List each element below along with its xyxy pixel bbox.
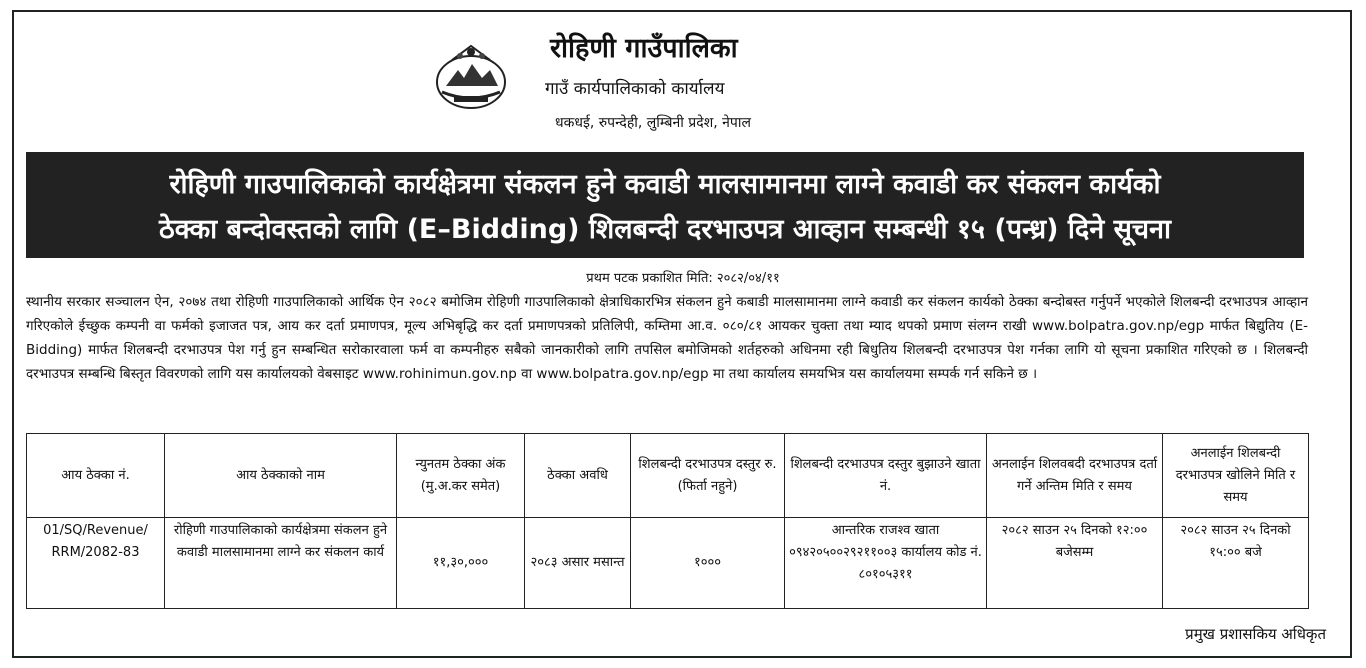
- table-cell: २०८२ साउन २५ दिनको १५:०० बजे: [1163, 518, 1309, 609]
- publish-date: प्रथम पटक प्रकाशित मिति: २०८२/०४/११: [586, 271, 780, 286]
- table-header: आय ठेक्का नं.: [27, 434, 165, 518]
- table-cell: आन्तरिक राजश्व खाता ०९४२०५००२९२११००३ कार्यालय कोड नं. ८०१०५३११: [785, 518, 987, 609]
- table-header: अनलाईन शिलवबदी दरभाउपत्र दर्ता गर्ने अन्तिम मिति र समय: [987, 434, 1163, 518]
- table-header: आय ठेक्काको नाम: [165, 434, 397, 518]
- table-header: अनलाईन शिलबन्दी दरभाउपत्र खोलिने मिति र समय: [1163, 434, 1309, 518]
- office-name: गाउँ कार्यपालिकाको कार्यालय: [545, 79, 725, 99]
- table-cell: १०००: [631, 518, 785, 609]
- address: धकधई, रुपन्देही, लुम्बिनी प्रदेश, नेपाल: [555, 115, 751, 131]
- org-name: रोहिणी गाउँपालिका: [550, 33, 738, 64]
- signature-title: प्रमुख प्रशासकिय अधिकृत: [1185, 625, 1326, 643]
- table-header: शिलबन्दी दरभाउपत्र दस्तुर रु. (फिर्ता नहुने): [631, 434, 785, 518]
- table-cell: २०८२ साउन २५ दिनको १२:०० बजेसम्म: [987, 518, 1163, 609]
- title-banner: [26, 152, 1304, 258]
- table-header-row: [27, 434, 1309, 518]
- title-line-2: ठेक्का बन्दोवस्तको लागि (E–Bidding) शिलबन्दी दरभाउपत्र आव्हान सम्बन्धी १५ (पन्ध्र) दिने सूचना: [159, 214, 1171, 245]
- contract-table: [26, 433, 1309, 609]
- table-header: ठेक्का अवधि: [525, 434, 631, 518]
- government-emblem-icon: [432, 40, 510, 112]
- notice-body: स्थानीय सरकार सञ्चालन ऐन, २०७४ तथा रोहिणी गाउपालिकाको आर्थिक ऐन २०८२ बमोजिम रोहिणी गाउपालिकाको क्षेत्राधिकारभित्र संकलन हुने कबाडी मालसामानमा लाग्ने कवाडी कर संकलन कार्यको ठेक्का बन्दोबस्त गर्नुपर्ने भएकोले शिलबन्दी दरभाउपत्र आव्हान गरिएकोले ईच्छुक कम्पनी वा फर्मको इजाजत पत्र, आय कर दर्ता प्रमाणपत्र, मूल्य अभिबृद्धि कर दर्ता प्रमाणपत्रको प्रतिलिपी, कम्तिमा आ.व. ०८०/८१ आयकर चुक्ता तथा म्याद थपको प्रमाण संलग्न राखी www.bolpatra.gov.np/egp मार्फत बिद्युतिय (E-Bidding) मार्फत शिलबन्दी दरभाउपत्र पेश गर्नु हुन सम्बन्धित सरोकारवाला फर्म वा कम्पनीहरु सबैको जानकारीको लागि तपसिल बमोजिमको शर्तहरुको अधिनमा रही बिधुतिय शिलबन्दी दरभाउपत्र पेश गर्नका लागि यो सूचना प्रकाशित गरिएको छ । शिलबन्दी दरभाउपत्र सम्बन्धि बिस्तृत विवरणको लागि यस कार्यालयको वेबसाइट www.rohinimun.gov.np वा www.bolpatra.gov.np/egp मा तथा कार्यालय समयभित्र यस कार्यालयमा सम्पर्क गर्न सकिने छ ।: [26, 294, 1308, 382]
- table-header: शिलबन्दी दरभाउपत्र दस्तुर बुझाउने खाता नं.: [785, 434, 987, 518]
- table-cell: २०८३ असार मसान्त: [525, 518, 631, 609]
- table-cell: रोहिणी गाउपालिकाको कार्यक्षेत्रमा संकलन हुने कवाडी मालसामानमा लाग्ने कर संकलन कार्य: [165, 518, 397, 609]
- table-cell: 01/SQ/Revenue/ RRM/2082-83: [27, 518, 165, 609]
- table-header: न्युनतम ठेक्का अंक (मु.अ.कर समेत): [397, 434, 525, 518]
- table-cell: ११,३०,०००: [397, 518, 525, 609]
- table-row: [27, 518, 1309, 609]
- title-line-1: रोहिणी गाउपालिकाको कार्यक्षेत्रमा संकलन हुने कवाडी मालसामानमा लाग्ने कवाडी कर संकलन कार्यको: [169, 169, 1161, 200]
